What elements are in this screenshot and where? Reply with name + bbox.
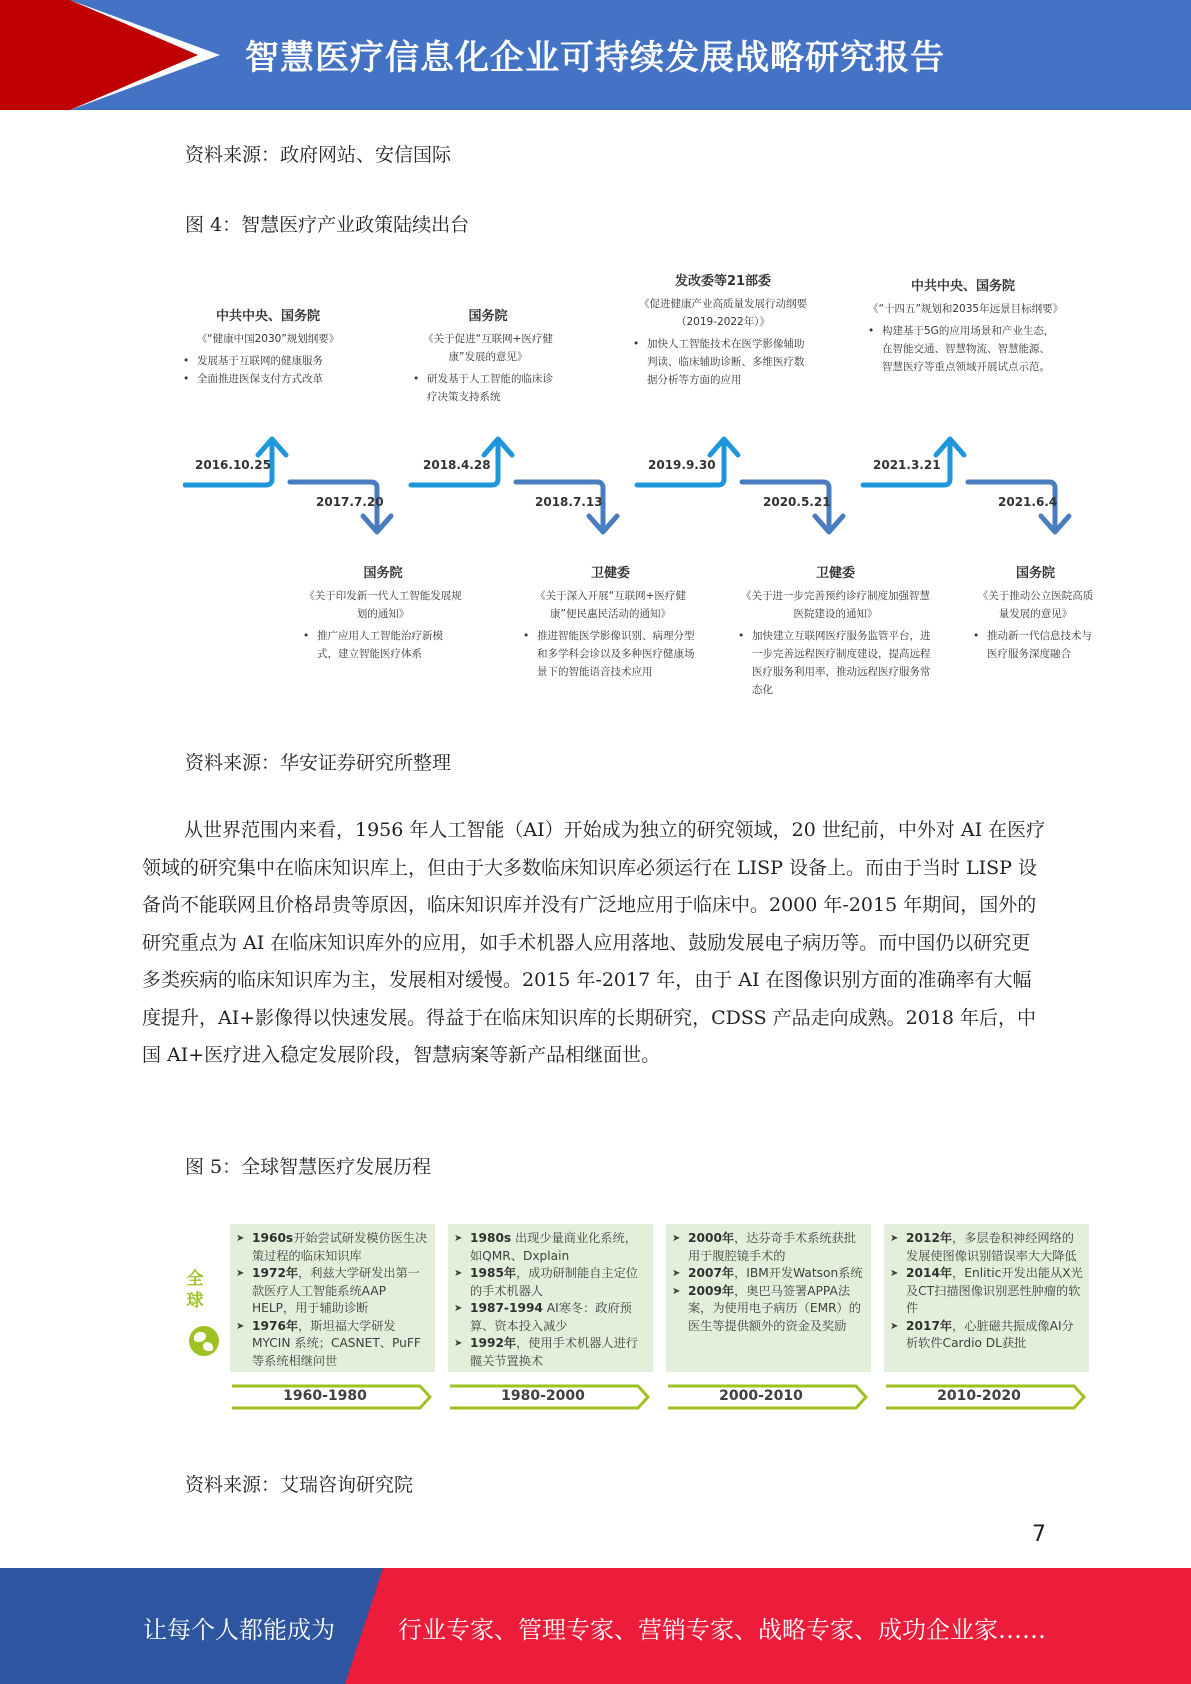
era-item-text: ，使用手术机器人进行髋关节置换术	[470, 1336, 638, 1368]
timeline-date: 2018.4.28	[423, 458, 491, 472]
policy-bullet: • 推动新一代信息技术与医疗服务深度融合	[973, 627, 1098, 663]
era-panel	[884, 1224, 1089, 1372]
source-caption-3: 资料来源：艾瑞咨询研究院	[185, 1474, 414, 1496]
policy-issuer: 中共中央、国务院	[215, 309, 320, 324]
globe-label-char: 全	[186, 1269, 204, 1289]
policy-event	[973, 562, 1098, 663]
era-period-label: 1980-2000	[501, 1388, 585, 1404]
era-item-text: AI寒冬：政府预算、资本投入减少	[470, 1301, 632, 1333]
era-item	[890, 1265, 1083, 1318]
globe-label	[183, 1268, 207, 1312]
policy-document: 《“健康中国2030”规划纲要》	[196, 333, 340, 345]
era-period-band	[666, 1384, 871, 1410]
era-item-year: 1987-1994	[470, 1301, 543, 1315]
source-caption-1: 资料来源：政府网站、安信国际	[185, 144, 452, 166]
era-item	[236, 1265, 429, 1318]
era-item-year: 1992年	[470, 1336, 517, 1350]
footer-blue-slant	[345, 1568, 383, 1684]
footer-slogan-right: 行业专家、管理专家、营销专家、战略专家、成功企业家……	[398, 1616, 1046, 1644]
era-item-year: 1972年	[252, 1266, 299, 1280]
policy-issuer: 国务院	[1015, 566, 1055, 581]
policy-bullet: • 全面推进医保支付方式改革	[183, 370, 353, 388]
figure-5-global-history	[183, 1224, 1093, 1414]
era-item	[454, 1265, 647, 1300]
era-item-text: ，成功研制能自主定位的手术机器人	[470, 1266, 638, 1298]
era-item-text: ，奥巴马签署APPA法案，为使用电子病历（EMR）的医生等提供额外的资金及奖励	[688, 1283, 861, 1333]
era-item-year: 1985年	[470, 1266, 517, 1280]
era-period-band	[884, 1384, 1089, 1410]
era-panel	[230, 1224, 435, 1372]
policy-issuer: 国务院	[468, 309, 508, 324]
era-item	[454, 1335, 647, 1370]
era-item-year: 1980s	[470, 1231, 512, 1245]
policy-document: 《关于深入开展“互联网+医疗健康”便民惠民活动的通知》	[535, 590, 686, 620]
era-item	[454, 1300, 647, 1335]
era-period-band	[230, 1384, 435, 1410]
timeline-date: 2021.3.21	[873, 458, 941, 472]
policy-event	[183, 305, 353, 388]
era-item-year: 2017年	[906, 1318, 953, 1333]
timeline-date: 2019.9.30	[648, 458, 716, 472]
era-period-label: 1960-1980	[283, 1388, 367, 1404]
figure-4-policy-timeline	[183, 274, 1103, 705]
policy-event	[523, 562, 698, 681]
policy-issuer: 国务院	[363, 566, 403, 581]
header-title: 智慧医疗信息化企业可持续发展战略研究报告	[245, 38, 945, 78]
era-item-text: ，心脏磁共振成像AI分析软件Cardio DL获批	[906, 1318, 1074, 1350]
era-item	[454, 1230, 647, 1265]
figure-4-title: 图 4：智慧医疗产业政策陆续出台	[185, 214, 470, 236]
policy-event	[868, 275, 1064, 376]
policy-bullet: • 加快人工智能技术在医学影像辅助判读、临床辅助诊断、多维医疗数据分析等方面的应用	[633, 335, 813, 389]
era-item-year: 2007年	[688, 1266, 735, 1280]
era-item-year: 1960s	[252, 1231, 294, 1245]
policy-document: 《关于进一步完善预约诊疗制度加强智慧医院建设的通知》	[741, 590, 930, 620]
era-period-label: 2000-2010	[719, 1388, 803, 1404]
era-item-text: ，达芬奇手术系统获批用于腹腔镜手术的	[688, 1231, 856, 1263]
globe-label-char: 球	[186, 1291, 204, 1311]
header-red-chevron	[70, 0, 198, 110]
era-item-year: 2012年	[906, 1231, 953, 1245]
timeline-date: 2021.6.4	[998, 495, 1058, 509]
policy-issuer: 中共中央、国务院	[910, 279, 1015, 294]
timeline-date: 2018.7.13	[535, 495, 603, 509]
page-number: 7	[1032, 1522, 1046, 1547]
timeline-date: 2016.10.25	[195, 458, 271, 472]
policy-bullet: • 构建基于5G的应用场景和产业生态，在智能交通、智慧物流、智慧能源、智慧医疗等重点领域开展试点示范。	[868, 322, 1058, 376]
page-header	[0, 0, 1191, 110]
policy-event	[303, 562, 463, 663]
era-item-text: ，IBM开发Watson系统	[734, 1266, 863, 1280]
era-item-text: 开始尝试研发模仿医生决策过程的临床知识库	[252, 1231, 428, 1263]
era-item-year: 1976年	[252, 1318, 299, 1333]
era-item-year: 2014年	[906, 1266, 953, 1280]
policy-issuer: 卫健委	[815, 566, 855, 581]
era-item	[236, 1318, 429, 1371]
policy-issuer: 发改委等21部委	[674, 274, 772, 289]
source-caption-2: 资料来源：华安证券研究所整理	[185, 752, 452, 774]
era-item	[672, 1265, 865, 1283]
footer-slogan-left: 让每个人都能成为	[143, 1616, 335, 1644]
era-item	[672, 1283, 865, 1336]
policy-event	[738, 562, 933, 699]
era-period-band	[448, 1384, 653, 1410]
era-period-label: 2010-2020	[937, 1388, 1021, 1404]
policy-document: 《关于促进“互联网+医疗健康”发展的意见》	[423, 333, 553, 363]
era-item-year: 2009年	[688, 1283, 735, 1298]
era-item-text: ，多层卷积神经网络的发展使图像识别错误率大大降低	[906, 1231, 1077, 1263]
page-footer	[0, 1568, 1191, 1684]
era-item	[890, 1318, 1083, 1353]
era-item-text: 出现少量商业化系统，如QMR、Dxplain	[470, 1231, 637, 1263]
policy-document: 《关于印发新一代人工智能发展规划的通知》	[304, 590, 462, 620]
policy-bullet: • 发展基于互联网的健康服务	[183, 352, 353, 370]
era-item	[890, 1230, 1083, 1265]
body-paragraph	[142, 812, 1047, 1075]
era-item	[236, 1230, 429, 1265]
era-item-text: ，斯坦福大学研发MYCIN 系统；CASNET、PuFF等系统相继问世	[252, 1318, 421, 1368]
era-item-text: ，利兹大学研发出第一款医疗人工智能系统AAP HELP，用于辅助诊断	[252, 1266, 420, 1315]
era-panel	[448, 1224, 653, 1372]
era-item-year: 2000年	[688, 1231, 735, 1245]
policy-bullet: • 加快建立互联网医疗服务监管平台，进一步完善远程医疗制度建设，提高远程医疗服务利用率，推动远程医疗服务常态化	[738, 627, 933, 699]
era-item	[672, 1230, 865, 1265]
policy-document: 《关于推动公立医院高质量发展的意见》	[977, 590, 1094, 620]
policy-bullet: • 研发基于人工智能的临床诊疗决策支持系统	[413, 370, 563, 406]
era-item-text: ，Enlitic开发出能从X光及CT扫描图像识别恶性肿瘤的软件	[906, 1266, 1083, 1315]
timeline-date: 2020.5.21	[763, 495, 831, 509]
figure-5-title: 图 5：全球智慧医疗发展历程	[185, 1156, 432, 1178]
policy-issuer: 卫健委	[590, 566, 630, 581]
era-panel	[666, 1224, 871, 1372]
policy-event	[633, 270, 813, 389]
timeline-date: 2017.7.20	[316, 495, 384, 509]
policy-document: 《“十四五”规划和2035年远景目标纲要》	[868, 303, 1064, 315]
policy-event	[413, 305, 563, 406]
policy-bullet: • 推广应用人工智能治疗新模式，建立智能医疗体系	[303, 627, 463, 663]
globe-icon	[189, 1326, 219, 1356]
policy-document: 《促进健康产业高质量发展行动纲要（2019-2022年）》	[639, 298, 807, 328]
policy-bullet: • 推进智能医学影像识别、病理分型和多学科会诊以及多种医疗健康场景下的智能语音技术应用	[523, 627, 698, 681]
header-red-block	[0, 0, 70, 110]
paragraph-text: 从世界范围内来看，1956 年人工智能（AI）开始成为独立的研究领域，20 世纪前，中外对 AI 在医疗领域的研究集中在临床知识库上，但由于大多数临床知识库必须运行在 LISP 设备上。而由于当时 LISP 设备尚不能联网且价格昂贵等原因，临床知识库并没有广泛地应用于临床中。2000 年-2015 年期间，国外的研究重点为 AI 在临床知识库外的应用，如手术机器人应用落地、鼓励发展电子病历等。而中国仍以研究更多类疾病的临床知识库为主，发展相对缓慢。2015 年-2017 年，由于 AI 在图像识别方面的准确率有大幅度提升，AI+影像得以快速发展。得益于在临床知识库的长期研究，CDSS 产品走向成熟。2018 年后，中国 AI+医疗进入稳定发展阶段，智慧病案等新产品相继面世。	[142, 819, 1046, 1066]
